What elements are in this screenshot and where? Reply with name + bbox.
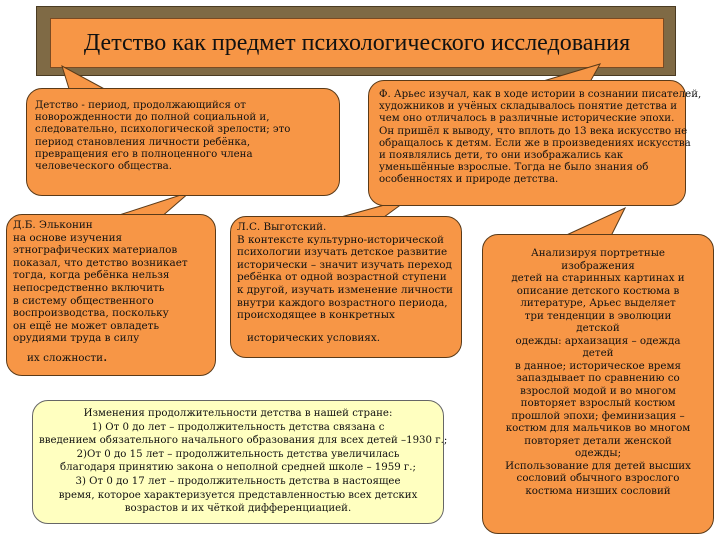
- changes-line: 3) От 0 до 17 лет – продолжительность детства в настоящее: [75, 475, 401, 487]
- vygotsky-line: происходящее в конкретных: [237, 309, 395, 322]
- childhood-duration-changes-box: [32, 400, 448, 524]
- changes-line: время, которое характеризуется представленностью всех детских: [58, 489, 418, 501]
- elkonin-line: на основе изучения: [13, 231, 123, 244]
- definition-line: человеческого общества.: [35, 161, 172, 173]
- aries-line: и появлялись дети, то они изображались как: [379, 150, 624, 162]
- definition-line: превращения его в полноценного члена: [35, 148, 253, 160]
- vygotsky-line: В контексте культурно-исторической: [237, 233, 444, 246]
- aries-line: чем оно отличалось в различные исторические эпохи.: [379, 113, 675, 125]
- portrait-line: в данное; историческое время: [515, 359, 681, 372]
- portrait-line: повторяет взрослый костюм: [520, 397, 676, 409]
- elkonin-line: непосредственно включить: [13, 281, 165, 294]
- portrait-line: Использование для детей высших: [505, 459, 691, 472]
- aries-line: Ф. Арьес изучал, как в ходе истории в сознании писателей,: [379, 89, 702, 100]
- slide-title: Детство как предмет психологического исследования: [83, 29, 631, 56]
- portrait-line: взрослой модой и во многом: [520, 384, 676, 397]
- portrait-line: повторяет детали женской: [524, 434, 672, 447]
- portrait-line: описание детского костюма в: [516, 284, 680, 297]
- vygotsky-line: к другой, изучать изменение личности: [237, 283, 453, 296]
- vygotsky-line: ребёнка от одной возрастной ступени: [237, 271, 447, 284]
- vygotsky-callout: [230, 216, 462, 358]
- aries-line: художников и учёных складывалось понятие детства и: [379, 101, 678, 113]
- portrait-line: прошлой эпохи; феминизация –: [511, 409, 685, 422]
- elkonin-line: воспроизводства, поскольку: [13, 307, 169, 320]
- elkonin-line: он ещё не может овладеть: [13, 319, 160, 332]
- aries-line: уменьшённые взрослые. Тогда не было знания об: [379, 162, 649, 174]
- changes-line: 1) От 0 до лет – продолжительность детства связана с: [91, 421, 385, 433]
- portrait-line: одежды;: [574, 447, 622, 459]
- title-panel: [50, 18, 664, 68]
- changes-line: введением обязательного начального образования для всех детей –1930 г.;: [39, 435, 448, 447]
- portrait-line: детей на старинных картинах и: [511, 272, 685, 284]
- portrait-line: костюма низших сословий: [525, 484, 671, 497]
- elkonin-last-text: их сложности: [27, 351, 103, 364]
- definition-line: период становления личности ребёнка,: [35, 136, 251, 148]
- aries-line: Он пришёл к выводу, что вплоть до 13 века искусство не: [379, 125, 688, 137]
- vygotsky-line: психологии изучать детское развитие: [237, 246, 448, 259]
- elkonin-line: в систему общественного: [13, 294, 154, 307]
- elkonin-line: показал, что детство возникает: [13, 256, 188, 269]
- portrait-line: сословий обычного взрослого: [516, 472, 680, 484]
- vygotsky-line: Л.С. Выготский.: [237, 221, 327, 233]
- changes-line: Изменения продолжительности детства в нашей стране:: [83, 408, 393, 419]
- portrait-line: костюм для мальчиков во многом: [505, 422, 691, 434]
- portrait-line: запаздывает по сравнению со: [516, 372, 680, 384]
- aries-line: особенностях и природе детства.: [379, 174, 559, 186]
- portrait-line: Анализируя портретные: [531, 247, 665, 259]
- vygotsky-line: исторически – значит изучать переход: [237, 258, 452, 271]
- portrait-line: детей: [582, 347, 614, 359]
- portrait-line: три тенденции в эволюции: [524, 309, 672, 322]
- definition-line: Детство - период, продолжающийся от: [35, 100, 246, 111]
- definition-line: следовательно, психологической зрелости; это: [35, 124, 291, 136]
- elkonin-line: тогда, когда ребёнка нельзя: [13, 269, 170, 282]
- portrait-line: одежды: архаизация – одежда: [515, 334, 681, 347]
- portrait-line: литературе, Арьес выделяет: [520, 297, 676, 309]
- changes-line: 2)От 0 до 15 лет – продолжительность детства увеличилась: [76, 448, 400, 460]
- portrait-line: детской: [576, 322, 620, 334]
- changes-line: возрастов и их чёткой дифференциацией.: [124, 503, 352, 515]
- elkonin-line: этнографических материалов: [13, 244, 178, 257]
- aries-line: обращалось к детям. Если же в произведениях искусства: [379, 137, 691, 149]
- elkonin-last-mark: .: [103, 348, 108, 365]
- elkonin-callout: [6, 214, 216, 376]
- title-frame: [36, 6, 676, 76]
- aries-callout: [368, 80, 702, 206]
- vygotsky-line: внутри каждого возрастного периода,: [237, 296, 448, 309]
- portrait-line: изображения: [561, 259, 635, 272]
- definition-callout: [26, 88, 340, 196]
- vygotsky-last-line: исторических условиях.: [247, 331, 381, 344]
- changes-line: благодаря принятию закона о неполной средней школе – 1959 г.;: [60, 462, 416, 474]
- elkonin-line: Д.Б. Эльконин: [13, 219, 93, 231]
- portrait-analysis-callout: [482, 234, 714, 534]
- elkonin-last-line: [13, 348, 209, 365]
- elkonin-line: орудиями труда в силу: [13, 332, 140, 345]
- definition-line: новорожденности до полной социальной и,: [35, 112, 270, 124]
